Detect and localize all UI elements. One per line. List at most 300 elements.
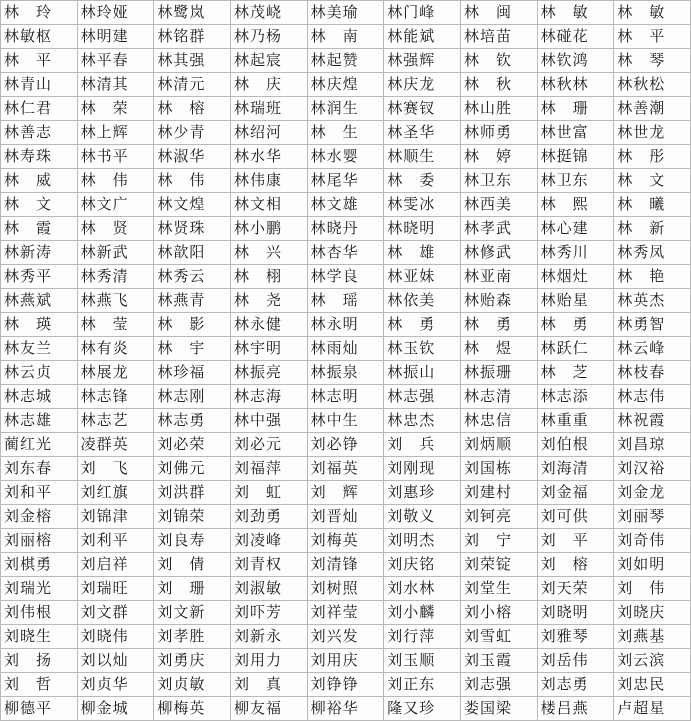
name-cell: 刘劲勇	[230, 505, 307, 529]
name-cell: 刘雪虹	[460, 625, 537, 649]
table-row	[1, 169, 691, 193]
name-cell: 林振山	[384, 361, 461, 385]
name-cell: 林忠信	[460, 409, 537, 433]
name-cell: 刘国栋	[460, 457, 537, 481]
name-cell: 林晓丹	[307, 217, 384, 241]
name-cell: 刘惠珍	[384, 481, 461, 505]
name-cell: 林 伟	[77, 169, 154, 193]
name-cell: 刘吓芳	[230, 601, 307, 625]
name-cell: 刘可供	[537, 505, 614, 529]
table-row	[1, 241, 691, 265]
name-cell: 林仁君	[1, 97, 78, 121]
table-row	[1, 49, 691, 73]
name-cell: 林忠杰	[384, 409, 461, 433]
name-cell: 林 莹	[77, 313, 154, 337]
name-cell: 林淑华	[154, 145, 231, 169]
name-cell: 林新涛	[1, 241, 78, 265]
name-cell: 刘文新	[154, 601, 231, 625]
name-cell: 楼吕燕	[537, 697, 614, 721]
name-cell: 林贻星	[537, 289, 614, 313]
name-cell: 刘金龙	[614, 481, 691, 505]
name-cell: 刘行萍	[384, 625, 461, 649]
name-cell: 林能斌	[384, 25, 461, 49]
name-cell: 林 勇	[384, 313, 461, 337]
name-cell: 刘 虹	[230, 481, 307, 505]
name-cell: 蔺红光	[1, 433, 78, 457]
name-cell: 隆又珍	[384, 697, 461, 721]
name-cell: 柳裕华	[307, 697, 384, 721]
name-cell: 林亚南	[460, 265, 537, 289]
table-row	[1, 697, 691, 721]
name-cell: 林茂峣	[230, 1, 307, 25]
name-cell: 娄国梁	[460, 697, 537, 721]
name-cell: 林庆龙	[384, 73, 461, 97]
name-cell: 刘晋灿	[307, 505, 384, 529]
name-cell: 林英杰	[614, 289, 691, 313]
name-cell: 刘和平	[1, 481, 78, 505]
name-cell: 林永明	[307, 313, 384, 337]
name-cell: 林小鹏	[230, 217, 307, 241]
name-cell: 林 新	[614, 217, 691, 241]
name-cell: 林 伟	[154, 169, 231, 193]
name-cell: 林志勇	[154, 409, 231, 433]
table-row	[1, 625, 691, 649]
name-cell: 刘新永	[230, 625, 307, 649]
name-cell: 刘 哲	[1, 673, 78, 697]
name-cell: 刘庆铭	[384, 553, 461, 577]
name-cell: 刘云滨	[614, 649, 691, 673]
name-cell: 林燕斌	[1, 289, 78, 313]
name-cell: 刘锦津	[77, 505, 154, 529]
name-cell: 林志刚	[154, 385, 231, 409]
name-cell: 刘晓庆	[614, 601, 691, 625]
name-cell: 刘明杰	[384, 529, 461, 553]
name-cell: 林 钦	[460, 49, 537, 73]
name-cell: 刘利平	[77, 529, 154, 553]
name-cell: 林祝霞	[614, 409, 691, 433]
name-cell: 刘海清	[537, 457, 614, 481]
name-cell: 林振亮	[230, 361, 307, 385]
name-cell: 刘如明	[614, 553, 691, 577]
name-cell: 林志添	[537, 385, 614, 409]
table-row	[1, 529, 691, 553]
name-cell: 林秋松	[614, 73, 691, 97]
name-cell: 林志雄	[1, 409, 78, 433]
name-cell: 刘建村	[460, 481, 537, 505]
name-cell: 刘 兵	[384, 433, 461, 457]
name-cell: 林卫东	[537, 169, 614, 193]
name-cell: 林 芝	[537, 361, 614, 385]
name-cell: 刘炳顺	[460, 433, 537, 457]
name-cell: 刘锦荣	[154, 505, 231, 529]
name-cell: 刘志勇	[537, 673, 614, 697]
name-cell: 林永健	[230, 313, 307, 337]
name-cell: 林 勇	[537, 313, 614, 337]
name-cell: 林烟灶	[537, 265, 614, 289]
table-row	[1, 577, 691, 601]
table-row	[1, 673, 691, 697]
name-cell: 刘小麟	[384, 601, 461, 625]
name-cell: 刘燕基	[614, 625, 691, 649]
name-cell: 刘金福	[537, 481, 614, 505]
name-cell: 林玉钦	[384, 337, 461, 361]
name-cell: 林平春	[77, 49, 154, 73]
table-row	[1, 97, 691, 121]
name-cell: 林文煌	[154, 193, 231, 217]
name-cell: 刘小榕	[460, 601, 537, 625]
name-cell: 刘孝胜	[154, 625, 231, 649]
name-cell: 刘汉裕	[614, 457, 691, 481]
name-cell: 林振泉	[307, 361, 384, 385]
name-cell: 凌群英	[77, 433, 154, 457]
name-cell: 刘钶亮	[460, 505, 537, 529]
name-cell: 柳友福	[230, 697, 307, 721]
name-cell: 林 宇	[154, 337, 231, 361]
name-cell: 刘玉顺	[384, 649, 461, 673]
name-cell: 林 玲	[1, 1, 78, 25]
table-row	[1, 601, 691, 625]
table-row	[1, 481, 691, 505]
name-cell: 林 敏	[537, 1, 614, 25]
name-cell: 林文广	[77, 193, 154, 217]
name-cell: 刘启祥	[77, 553, 154, 577]
name-cell: 刘红旗	[77, 481, 154, 505]
name-cell: 林 平	[614, 25, 691, 49]
name-cell: 林志清	[460, 385, 537, 409]
name-cell: 林跃仁	[537, 337, 614, 361]
name-cell: 林 影	[154, 313, 231, 337]
name-cell: 林水婴	[307, 145, 384, 169]
table-row	[1, 649, 691, 673]
name-cell: 林玲娅	[77, 1, 154, 25]
name-cell: 林云贞	[1, 361, 78, 385]
table-row	[1, 289, 691, 313]
name-cell: 林贤珠	[154, 217, 231, 241]
name-cell: 刘东春	[1, 457, 78, 481]
name-cell: 林 栩	[230, 265, 307, 289]
name-cell: 林文雄	[307, 193, 384, 217]
name-cell: 刘洪群	[154, 481, 231, 505]
name-cell: 林 艳	[614, 265, 691, 289]
name-cell: 刘用庆	[307, 649, 384, 673]
table-row	[1, 457, 691, 481]
name-cell: 林清元	[154, 73, 231, 97]
name-cell: 林 霞	[1, 217, 78, 241]
table-row	[1, 265, 691, 289]
name-cell: 刘清锋	[307, 553, 384, 577]
name-cell: 林 文	[614, 169, 691, 193]
name-cell: 林世富	[537, 121, 614, 145]
name-cell: 林文相	[230, 193, 307, 217]
name-cell: 刘祥莹	[307, 601, 384, 625]
table-row	[1, 121, 691, 145]
name-cell: 刘晓明	[537, 601, 614, 625]
name-cell: 林志城	[1, 385, 78, 409]
name-cell: 林 平	[1, 49, 78, 73]
name-cell: 刘玉霞	[460, 649, 537, 673]
name-table-body	[1, 1, 691, 721]
name-cell: 刘必铮	[307, 433, 384, 457]
name-cell: 林晓明	[384, 217, 461, 241]
name-cell: 刘瑞旺	[77, 577, 154, 601]
name-cell: 林友兰	[1, 337, 78, 361]
name-cell: 刘 真	[230, 673, 307, 697]
name-cell: 刘瑞光	[1, 577, 78, 601]
name-cell: 林志伟	[614, 385, 691, 409]
name-cell: 林乃杨	[230, 25, 307, 49]
name-cell: 刘 平	[537, 529, 614, 553]
name-cell: 林 荣	[77, 97, 154, 121]
name-cell: 刘以灿	[77, 649, 154, 673]
name-cell: 林 闽	[460, 1, 537, 25]
name-cell: 林瑞班	[230, 97, 307, 121]
name-cell: 林 彤	[614, 145, 691, 169]
name-cell: 林展龙	[77, 361, 154, 385]
name-cell: 林上辉	[77, 121, 154, 145]
name-cell: 刘勇庆	[154, 649, 231, 673]
name-cell: 刘忠民	[614, 673, 691, 697]
name-cell: 刘佛元	[154, 457, 231, 481]
name-cell: 刘雅琴	[537, 625, 614, 649]
name-cell: 刘梅英	[307, 529, 384, 553]
name-cell: 刘必元	[230, 433, 307, 457]
name-cell: 林西美	[460, 193, 537, 217]
name-cell: 刘贞华	[77, 673, 154, 697]
name-cell: 林 生	[307, 121, 384, 145]
name-cell: 林 琴	[614, 49, 691, 73]
name-cell: 林挺锦	[537, 145, 614, 169]
name-cell: 刘堂生	[460, 577, 537, 601]
name-cell: 柳金城	[77, 697, 154, 721]
name-cell: 林宇明	[230, 337, 307, 361]
name-cell: 刘 扬	[1, 649, 78, 673]
name-cell: 林雨灿	[307, 337, 384, 361]
name-cell: 刘兴发	[307, 625, 384, 649]
name-cell: 林秀平	[1, 265, 78, 289]
name-cell: 林 煜	[460, 337, 537, 361]
name-cell: 刘棋勇	[1, 553, 78, 577]
name-cell: 林善志	[1, 121, 78, 145]
name-cell: 林学良	[307, 265, 384, 289]
name-cell: 刘金榕	[1, 505, 78, 529]
name-cell: 林修武	[460, 241, 537, 265]
name-cell: 刘昌琼	[614, 433, 691, 457]
name-cell: 林中强	[230, 409, 307, 433]
name-cell: 林润生	[307, 97, 384, 121]
name-cell: 刘正东	[384, 673, 461, 697]
table-row	[1, 505, 691, 529]
name-cell: 林有炎	[77, 337, 154, 361]
name-cell: 林强辉	[384, 49, 461, 73]
name-cell: 林 委	[384, 169, 461, 193]
name-cell: 林少青	[154, 121, 231, 145]
name-cell: 林重重	[537, 409, 614, 433]
name-cell: 刘铮铮	[307, 673, 384, 697]
name-cell: 林 雄	[384, 241, 461, 265]
name-cell: 林寿珠	[1, 145, 78, 169]
name-cell: 林绍河	[230, 121, 307, 145]
name-cell: 林志海	[230, 385, 307, 409]
name-cell: 林燕飞	[77, 289, 154, 313]
name-cell: 林 兴	[230, 241, 307, 265]
name-cell: 刘 伟	[614, 577, 691, 601]
name-cell: 刘伯根	[537, 433, 614, 457]
name-cell: 刘福英	[307, 457, 384, 481]
table-row	[1, 73, 691, 97]
name-cell: 林起赞	[307, 49, 384, 73]
name-cell: 林志强	[384, 385, 461, 409]
name-cell: 林孝武	[460, 217, 537, 241]
name-cell: 林其强	[154, 49, 231, 73]
name-cell: 林伟康	[230, 169, 307, 193]
name-cell: 林 贤	[77, 217, 154, 241]
name-cell: 林卫东	[460, 169, 537, 193]
name-cell: 刘文群	[77, 601, 154, 625]
table-row	[1, 145, 691, 169]
name-cell: 林圣华	[384, 121, 461, 145]
table-row	[1, 553, 691, 577]
name-cell: 林勇智	[614, 313, 691, 337]
name-cell: 林枝春	[614, 361, 691, 385]
name-cell: 刘凌峰	[230, 529, 307, 553]
name-cell: 林敏枢	[1, 25, 78, 49]
name-cell: 林 婷	[460, 145, 537, 169]
name-cell: 林清其	[77, 73, 154, 97]
name-cell: 卢超星	[614, 697, 691, 721]
name-cell: 林 文	[1, 193, 78, 217]
name-cell: 刘奇伟	[614, 529, 691, 553]
name-cell: 林顺生	[384, 145, 461, 169]
name-cell: 柳德平	[1, 697, 78, 721]
table-row	[1, 433, 691, 457]
name-cell: 刘伟根	[1, 601, 78, 625]
name-cell: 刘志强	[460, 673, 537, 697]
name-cell: 林秋林	[537, 73, 614, 97]
name-cell: 林碰花	[537, 25, 614, 49]
name-cell: 林云峰	[614, 337, 691, 361]
name-cell: 柳梅英	[154, 697, 231, 721]
name-cell: 林亚妹	[384, 265, 461, 289]
name-cell: 刘 珊	[154, 577, 231, 601]
name-cell: 刘 宁	[460, 529, 537, 553]
name-cell: 林 瑶	[307, 289, 384, 313]
name-cell: 刘 倩	[154, 553, 231, 577]
name-cell: 林 珊	[537, 97, 614, 121]
name-cell: 林庆煌	[307, 73, 384, 97]
name-cell: 林秀清	[77, 265, 154, 289]
name-cell: 林师勇	[460, 121, 537, 145]
name-cell: 林依美	[384, 289, 461, 313]
name-cell: 刘树照	[307, 577, 384, 601]
name-cell: 林贻森	[460, 289, 537, 313]
name-cell: 刘天荣	[537, 577, 614, 601]
name-cell: 刘 榕	[537, 553, 614, 577]
name-cell: 林 曦	[614, 193, 691, 217]
name-cell: 刘贞敏	[154, 673, 231, 697]
name-cell: 林门峰	[384, 1, 461, 25]
name-cell: 林书平	[77, 145, 154, 169]
name-cell: 林鹭岚	[154, 1, 231, 25]
name-cell: 刘 辉	[307, 481, 384, 505]
table-row	[1, 217, 691, 241]
name-cell: 林水华	[230, 145, 307, 169]
name-cell: 林 勇	[460, 313, 537, 337]
name-cell: 林 敏	[614, 1, 691, 25]
table-row	[1, 193, 691, 217]
name-cell: 林 威	[1, 169, 78, 193]
name-cell: 林志明	[307, 385, 384, 409]
table-row	[1, 361, 691, 385]
name-cell: 林珍福	[154, 361, 231, 385]
name-cell: 林尾华	[307, 169, 384, 193]
name-cell: 刘青权	[230, 553, 307, 577]
table-row	[1, 385, 691, 409]
table-row	[1, 409, 691, 433]
name-cell: 刘良寿	[154, 529, 231, 553]
name-cell: 刘水林	[384, 577, 461, 601]
name-cell: 林钦鸿	[537, 49, 614, 73]
name-cell: 林明建	[77, 25, 154, 49]
name-cell: 林中生	[307, 409, 384, 433]
name-cell: 林 熙	[537, 193, 614, 217]
name-cell: 林 庆	[230, 73, 307, 97]
name-cell: 刘淑敏	[230, 577, 307, 601]
table-row	[1, 1, 691, 25]
name-cell: 林心建	[537, 217, 614, 241]
name-cell: 林歆阳	[154, 241, 231, 265]
name-cell: 林赛钗	[384, 97, 461, 121]
name-cell: 刘岳伟	[537, 649, 614, 673]
name-cell: 林志锋	[77, 385, 154, 409]
name-cell: 刘晓伟	[77, 625, 154, 649]
name-cell: 林起宸	[230, 49, 307, 73]
name-cell: 林 瑛	[1, 313, 78, 337]
name-cell: 刘刚现	[384, 457, 461, 481]
name-cell: 林培苗	[460, 25, 537, 49]
name-cell: 林善潮	[614, 97, 691, 121]
name-cell: 林燕青	[154, 289, 231, 313]
name-cell: 林 尧	[230, 289, 307, 313]
table-row	[1, 313, 691, 337]
table-row	[1, 337, 691, 361]
name-cell: 刘 飞	[77, 457, 154, 481]
name-cell: 刘晓生	[1, 625, 78, 649]
name-cell: 林杏华	[307, 241, 384, 265]
name-cell: 林山胜	[460, 97, 537, 121]
table-row	[1, 25, 691, 49]
name-cell: 林美瑜	[307, 1, 384, 25]
name-cell: 林秀凤	[614, 241, 691, 265]
name-cell: 刘必荣	[154, 433, 231, 457]
name-cell: 林新武	[77, 241, 154, 265]
name-cell: 林 南	[307, 25, 384, 49]
name-cell: 林秀川	[537, 241, 614, 265]
name-cell: 刘福萍	[230, 457, 307, 481]
name-cell: 林铭群	[154, 25, 231, 49]
name-cell: 林青山	[1, 73, 78, 97]
name-cell: 林雯冰	[384, 193, 461, 217]
name-cell: 刘丽榕	[1, 529, 78, 553]
name-cell: 林振珊	[460, 361, 537, 385]
name-cell: 刘敬义	[384, 505, 461, 529]
name-cell: 林 秋	[460, 73, 537, 97]
name-cell: 林秀云	[154, 265, 231, 289]
name-cell: 刘荣锭	[460, 553, 537, 577]
name-cell: 刘丽琴	[614, 505, 691, 529]
name-cell: 林志艺	[77, 409, 154, 433]
name-cell: 林 榕	[154, 97, 231, 121]
name-cell: 刘用力	[230, 649, 307, 673]
